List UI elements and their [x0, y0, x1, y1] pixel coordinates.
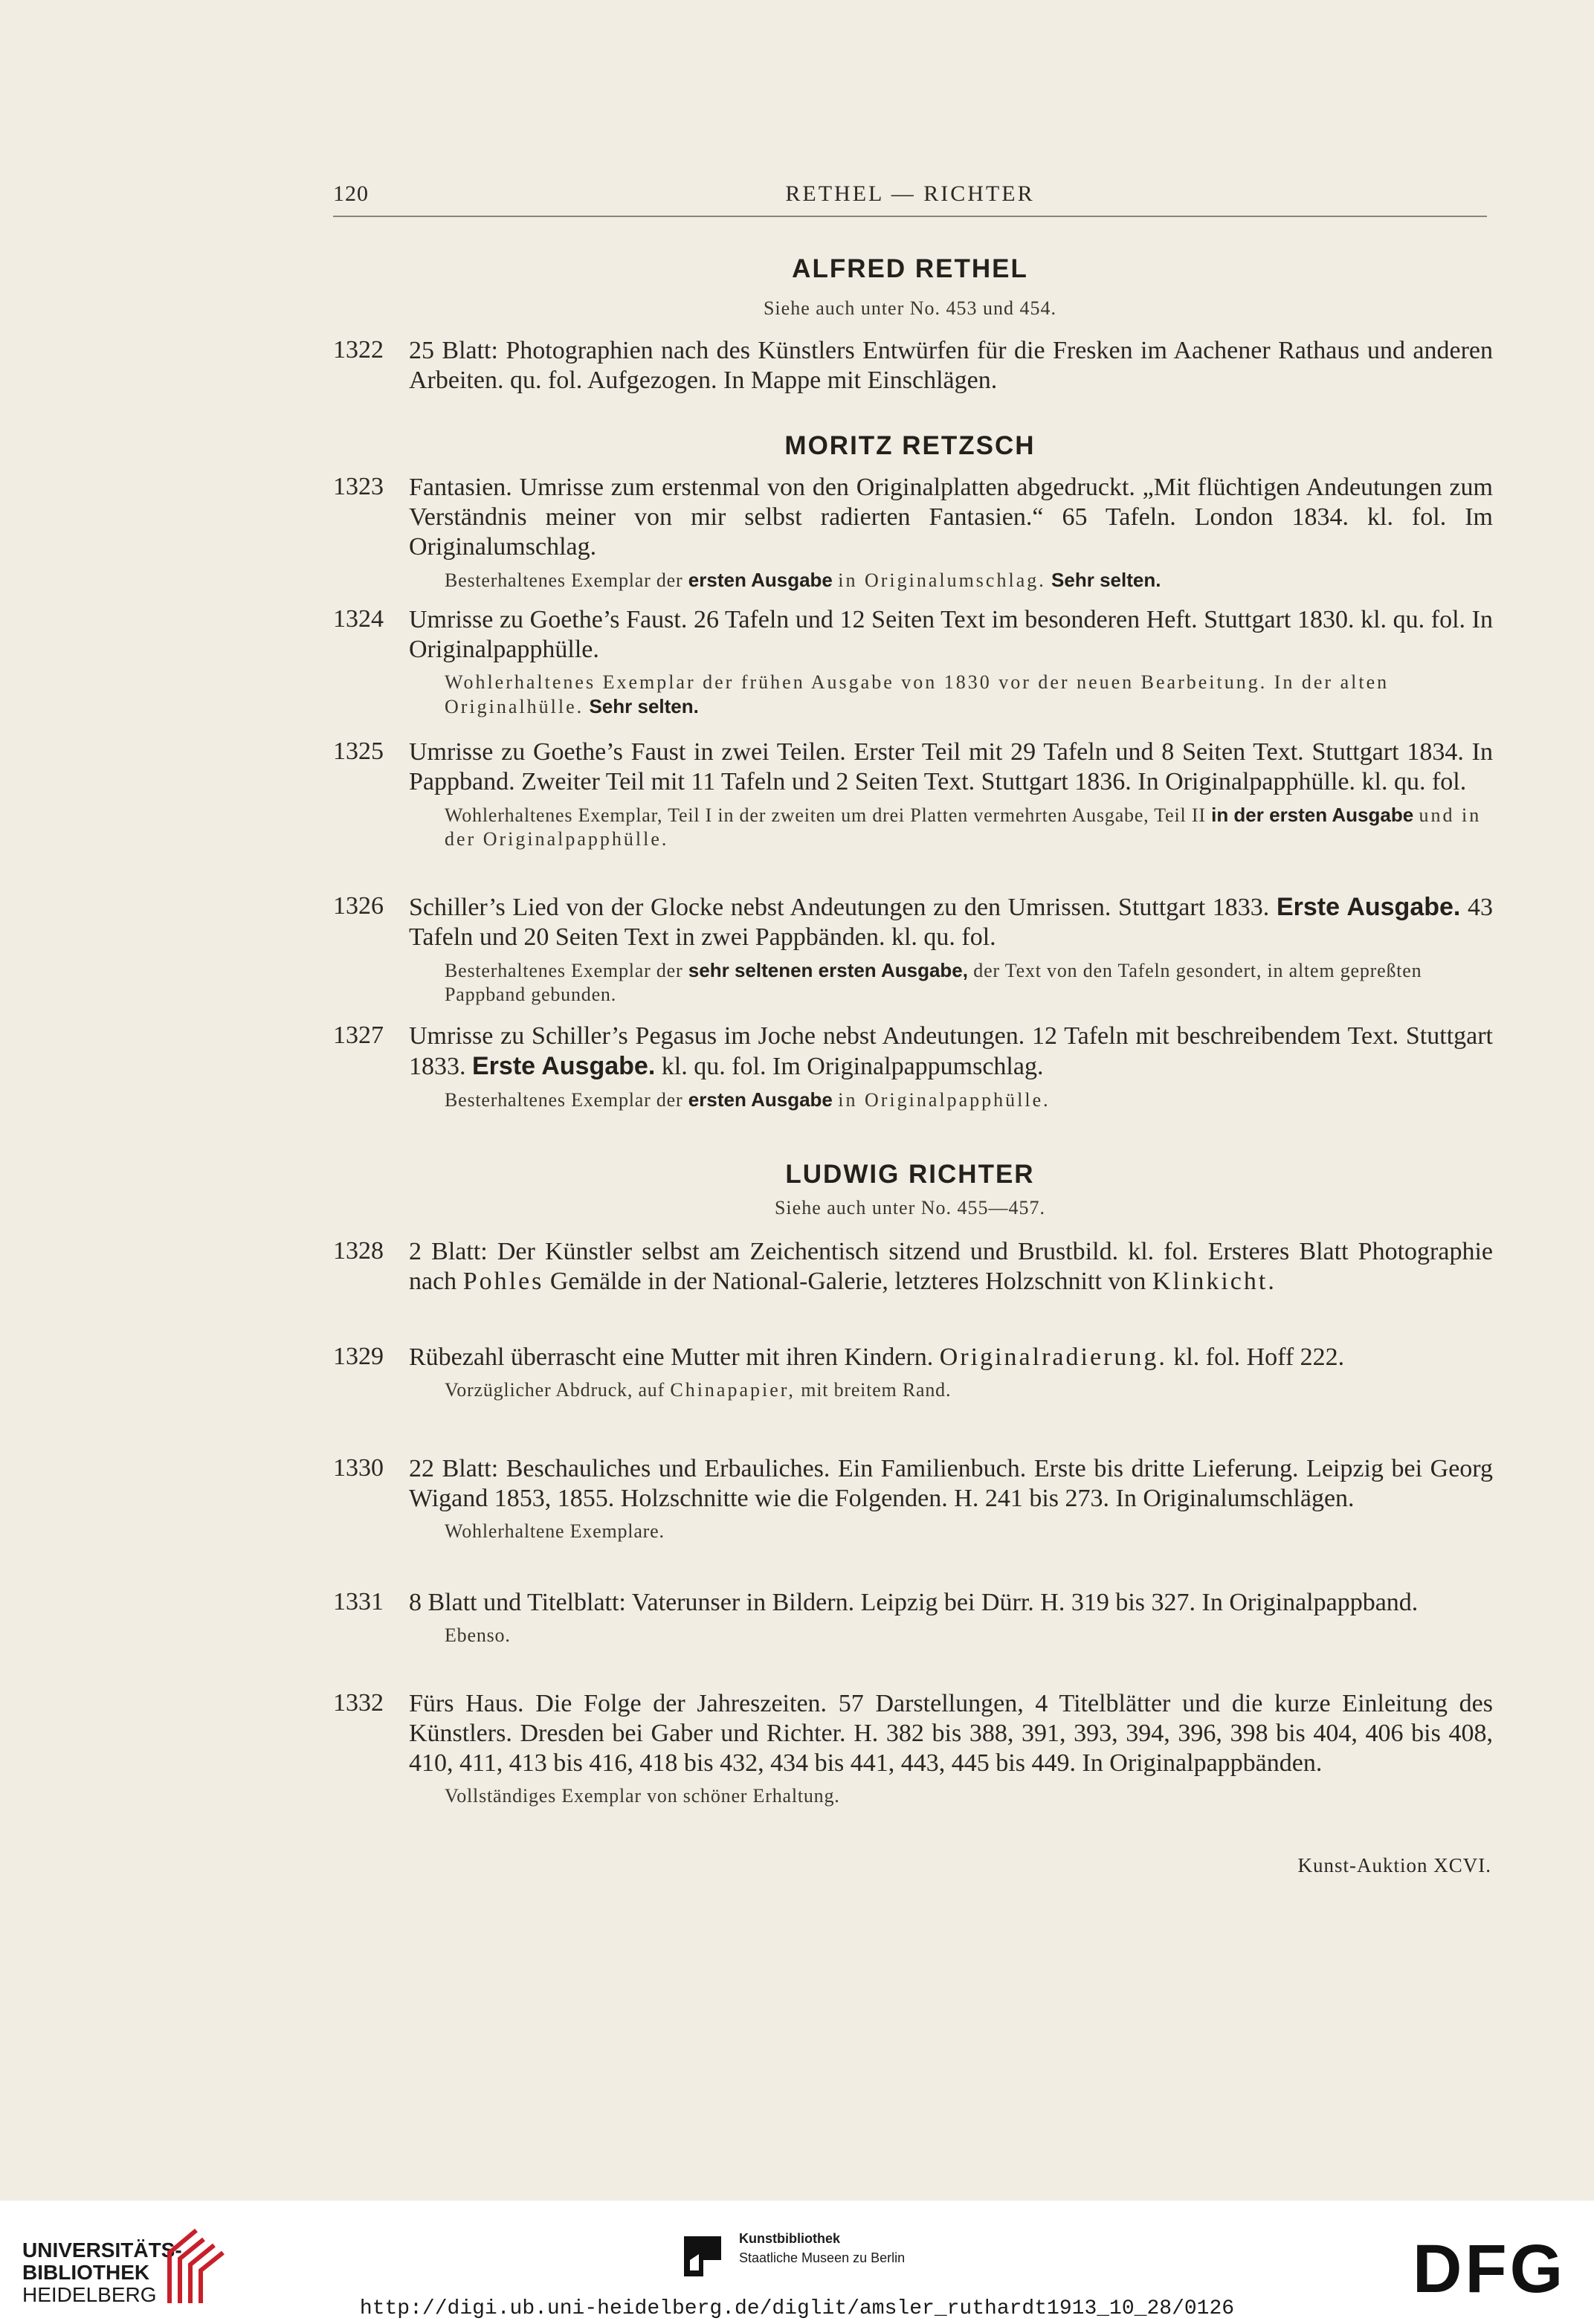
- dfg-logo[interactable]: DFG: [1413, 2231, 1566, 2307]
- text-part: 2 Blatt: Der Künstler selbst am Zeichentisch sitzend und Brustbild. kl. fol. Ersteres Blatt Photographie nach: [409, 1238, 1493, 1295]
- entry-text: Fantasien. Umrisse zum erstenmal von den Originalplatten abgedruckt. „Mit flüchtigen Andeutungen zum Verständnis meiner von mir selbst radierten Fantasien.“ 65 Tafeln. London 1834. kl. fol. Im Originalumschlag.: [409, 474, 1493, 561]
- text-spaced: Originalradierung.: [939, 1343, 1167, 1371]
- note-bold: in der ersten Ausgabe: [1211, 804, 1414, 826]
- page-number: 120: [333, 181, 369, 206]
- entry-note: [445, 671, 1493, 719]
- note-text: Besterhaltenes Exemplar der: [445, 960, 683, 981]
- entry-number: 1325: [333, 737, 384, 765]
- note-text: in Originalpapphülle.: [838, 1089, 1051, 1111]
- see-also-richter: Siehe auch unter No. 455—457.: [774, 1197, 1046, 1219]
- entry-number: 1329: [333, 1343, 384, 1370]
- ub-line: BIBLIOTHEK: [22, 2261, 150, 2284]
- entry-text: 22 Blatt: Beschauliches und Erbauliches. Ein Familienbuch. Erste bis dritte Lieferung. Leipzig bei Georg Wigand 1853, 1855. Holzschnitte wie die Folgenden. H. 241 bis 273. In Originalumschlägen.: [409, 1455, 1493, 1512]
- kunstbibliothek-logo-icon[interactable]: [678, 2230, 727, 2282]
- entry-text: [409, 1021, 1493, 1082]
- entry-1326: [333, 892, 1493, 1007]
- entry-text: Umrisse zu Goethe’s Faust in zwei Teilen. Erster Teil mit 29 Tafeln und 8 Seiten Text. Stuttgart 1834. In Pappband. Zweiter Teil mit 11 Tafeln und 2 Seiten Text. Stuttgart 1836. In Originalpapphülle. kl. qu. fol.: [409, 738, 1493, 795]
- artist-heading-retzsch: MORITZ RETZSCH: [784, 431, 1036, 460]
- text-spaced: Pohles: [462, 1268, 544, 1295]
- entry-text: Umrisse zu Goethe’s Faust. 26 Tafeln und 12 Seiten Text im besonderen Heft. Stuttgart 1830. kl. qu. fol. In Originalpapphülle.: [409, 606, 1493, 663]
- note-bold: ersten Ausgabe: [688, 569, 833, 591]
- entry-1327: [333, 1021, 1493, 1112]
- text-bold: Erste Ausgabe.: [1276, 893, 1461, 921]
- entry-1325: [333, 737, 1493, 851]
- permalink-url[interactable]: http://digi.ub.uni-heidelberg.de/diglit/amsler_ruthardt1913_10_28/0126: [359, 2297, 1235, 2320]
- artist-heading-rethel: ALFRED RETHEL: [792, 254, 1028, 283]
- entry-1331: [333, 1588, 1493, 1647]
- entry-number: 1328: [333, 1237, 384, 1265]
- note-text: Vorzüglicher Abdruck, auf: [445, 1379, 665, 1401]
- note-text: der Text von den Tafeln gesondert, in altem gepreßten Pappband gebunden.: [445, 960, 1422, 1005]
- entry-note: [445, 803, 1493, 851]
- entry-1332: [333, 1689, 1493, 1808]
- see-also-rethel: Siehe auch unter No. 453 und 454.: [763, 297, 1057, 319]
- entry-note: Ebenso.: [445, 1624, 511, 1646]
- note-bold: sehr seltenen ersten Ausgabe,: [688, 959, 968, 981]
- note-bold: Sehr selten.: [1051, 569, 1161, 591]
- entry-1328: [333, 1237, 1493, 1297]
- running-head: [333, 181, 1487, 217]
- entry-number: 1332: [333, 1689, 384, 1717]
- viewer-footer: [0, 2201, 1594, 2324]
- text-part: kl. fol. Hoff 222.: [1173, 1343, 1345, 1371]
- running-title: RETHEL — RICHTER: [785, 181, 1035, 206]
- entry-note: [445, 1088, 1493, 1112]
- entry-1330: [333, 1454, 1493, 1543]
- kb-name: Kunstbibliothek: [739, 2231, 840, 2246]
- note-spaced: Chinapapier,: [670, 1379, 796, 1401]
- entry-note: Vollständiges Exemplar von schöner Erhaltung.: [445, 1785, 840, 1807]
- note-text: Besterhaltenes Exemplar der: [445, 1089, 683, 1111]
- note-text: mit breitem Rand.: [801, 1379, 952, 1401]
- entry-number: 1331: [333, 1588, 384, 1615]
- entry-1324: [333, 605, 1493, 719]
- text-part: Umrisse zu Schiller’s Pegasus im Joche nebst Andeutungen. 12 Tafeln mit beschreibendem Text. Stuttgart 1833.: [409, 1022, 1493, 1080]
- note-bold: Sehr selten.: [589, 695, 699, 717]
- entry-text: [409, 1237, 1493, 1297]
- note-bold: ersten Ausgabe: [688, 1088, 833, 1111]
- note-text: in Originalumschlag.: [838, 569, 1046, 591]
- note-text: Wohlerhaltenes Exemplar der frühen Ausgabe von 1830 vor der neuen Bearbeitung. In der alten Originalhülle.: [445, 671, 1390, 717]
- catalog-signature: Kunst-Auktion XCVI.: [1297, 1854, 1491, 1876]
- entry-note: [445, 568, 1493, 593]
- entry-1329: [333, 1343, 1493, 1402]
- entry-text: [409, 1343, 1493, 1372]
- entry-text: 25 Blatt: Photographien nach des Künstlers Entwürfen für die Fresken im Aachener Rathaus und anderen Arbeiten. qu. fol. Aufgezogen. In Mappe mit Einschlägen.: [409, 337, 1493, 394]
- entry-number: 1324: [333, 605, 384, 633]
- entry-note: [445, 958, 1493, 1007]
- entry-note: Wohlerhaltene Exemplare.: [445, 1520, 665, 1542]
- text-part: Gemälde in der National-Galerie, letzteres Holzschnitt von: [549, 1268, 1146, 1295]
- entry-1322: [333, 336, 1493, 396]
- entry-text: [409, 892, 1493, 952]
- note-text: Besterhaltenes Exemplar der: [445, 569, 683, 591]
- entry-text: 8 Blatt und Titelblatt: Vaterunser in Bildern. Leipzig bei Dürr. H. 319 bis 327. In Originalpappband.: [409, 1589, 1419, 1616]
- text-part: 43 Tafeln und 20 Seiten Text in zwei Pappbänden. kl. qu. fol.: [409, 894, 1493, 951]
- artist-heading-richter: LUDWIG RICHTER: [785, 1160, 1035, 1189]
- kunstbibliothek-wordmark[interactable]: [739, 2229, 905, 2267]
- text-spaced: Klinkicht.: [1152, 1268, 1277, 1295]
- text-part: Rübezahl überrascht eine Mutter mit ihren Kindern.: [409, 1343, 934, 1371]
- note-text: Wohlerhaltenes Exemplar, Teil I in der zweiten um drei Platten vermehrten Ausgabe, Teil II: [445, 804, 1206, 826]
- entry-number: 1330: [333, 1454, 384, 1482]
- entry-text: Fürs Haus. Die Folge der Jahreszeiten. 57 Darstellungen, 4 Titelblätter und die kurze Einleitung des Künstlers. Dresden bei Gaber und Richter. H. 382 bis 388, 391, 393, 394, 396, 398 bis 404, 406 bis 408, 410, 411, 413 bis 416, 418 bis 432, 434 bis 441, 443, 445 bis 449. In Originalpappbänden.: [409, 1690, 1493, 1777]
- entry-number: 1323: [333, 473, 384, 500]
- ub-line: UNIVERSITÄTS-: [22, 2239, 182, 2262]
- ub-line: HEIDELBERG: [22, 2283, 157, 2306]
- entry-number: 1322: [333, 336, 384, 364]
- kb-subtitle: Staatliche Museen zu Berlin: [739, 2250, 906, 2265]
- entry-number: 1326: [333, 892, 384, 920]
- ub-logo-icon[interactable]: [155, 2223, 226, 2306]
- text-part: Schiller’s Lied von der Glocke nebst Andeutungen zu den Umrissen. Stuttgart 1833.: [409, 894, 1270, 921]
- entry-number: 1327: [333, 1021, 384, 1049]
- note-text: und in der Originalpapphülle.: [445, 804, 1482, 850]
- text-part: kl. qu. fol. Im Originalpappumschlag.: [661, 1053, 1044, 1080]
- entry-note: [445, 1378, 1493, 1402]
- entry-1323: [333, 473, 1493, 593]
- text-bold: Erste Ausgabe.: [472, 1052, 656, 1080]
